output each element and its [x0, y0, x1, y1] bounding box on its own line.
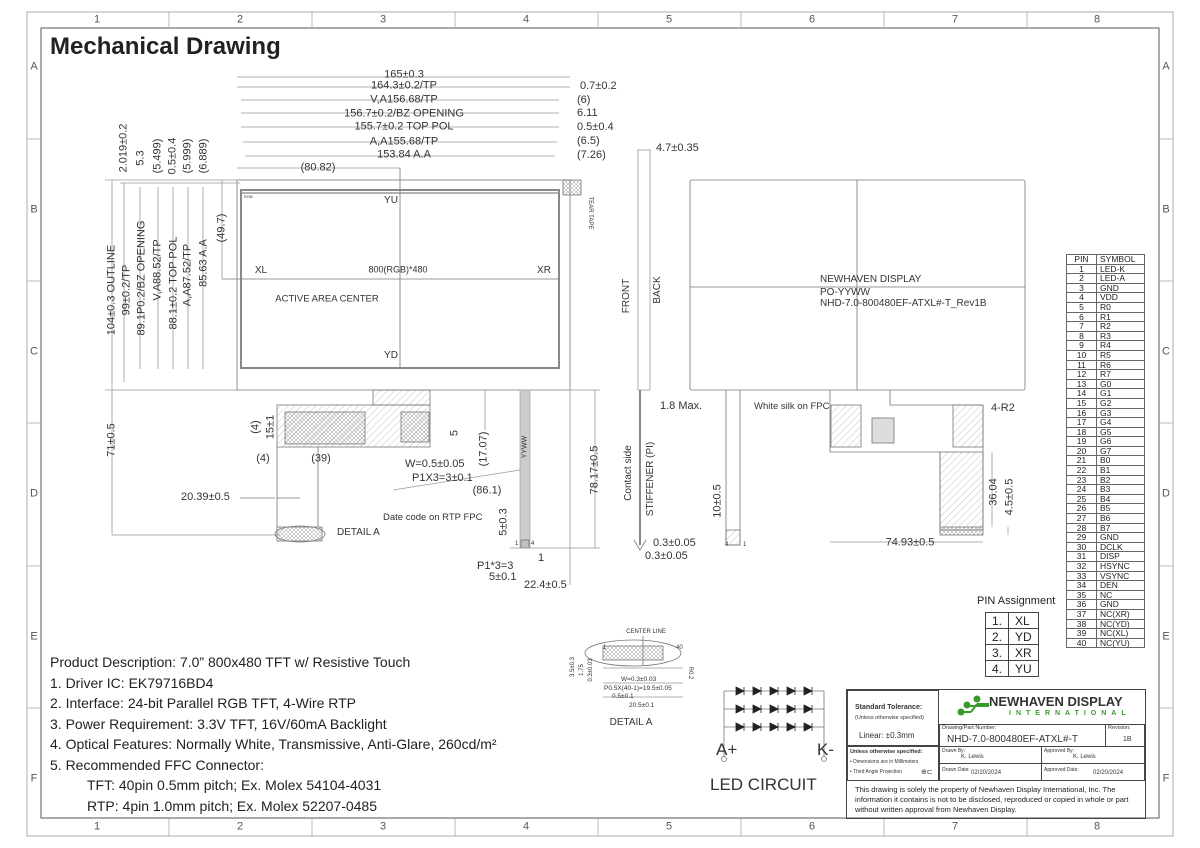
contact-side-label: Contact side	[623, 445, 634, 501]
stiffener-label: STIFFENER (PI)	[645, 441, 656, 517]
dim-label: 6.11	[577, 107, 598, 119]
tolerance-linear: Linear: ±0.3mm	[859, 731, 915, 740]
dim-label: 1	[538, 552, 545, 564]
pin-number: 34	[1067, 581, 1097, 591]
pin-row	[1067, 629, 1145, 639]
grid-row-label: A	[30, 60, 38, 73]
tear-tape-label: TEAR TAPE	[587, 196, 593, 230]
pin-row	[1067, 274, 1145, 284]
pin-number: 8	[1067, 331, 1097, 341]
pin-mark: 1	[603, 645, 607, 651]
detail-a-title: DETAIL A	[609, 717, 653, 728]
pin-symbol: GND	[1097, 283, 1145, 293]
led-diode-icon	[753, 705, 761, 713]
pin-symbol: G3	[1097, 408, 1145, 418]
approved-by: K. Lewis	[1073, 754, 1096, 760]
pin-symbol: R3	[1097, 331, 1145, 341]
date-code-note: Date code on RTP FPC	[383, 512, 483, 523]
anode-label: A+	[716, 740, 738, 759]
dim-label: 71±0.5	[105, 423, 118, 457]
pin-row	[1067, 389, 1145, 399]
pin-symbol: HSYNC	[1097, 562, 1145, 572]
grid-column-label: 5	[665, 13, 673, 26]
white-silk-note: White silk on FPC	[754, 401, 830, 412]
pin-number: 23	[1067, 475, 1097, 485]
led-diode-icon	[770, 705, 778, 713]
led-diode-icon	[804, 723, 812, 731]
tolerance-sub: (Unless otherwise specified)	[855, 715, 924, 721]
dim-label: 20.5±0.1	[629, 702, 655, 709]
newhaven-logo-icon	[955, 695, 989, 717]
pin-assignment-signal: XR	[1009, 645, 1039, 661]
pin-row	[1067, 350, 1145, 360]
led-diode-icon	[753, 723, 761, 731]
grid-row-label: E	[1162, 630, 1170, 643]
yu-label: YU	[384, 195, 398, 206]
pin-symbol: G7	[1097, 446, 1145, 456]
dim-label: 164.3±0.2/TP	[371, 79, 437, 92]
title-block	[846, 689, 1146, 819]
dim-label: 1.8 Max.	[660, 400, 703, 412]
pin-assignment-number: 4.	[986, 661, 1009, 677]
detail-a-callout: DETAIL A	[337, 527, 380, 538]
dim-label: 0.5±0.4	[166, 137, 179, 175]
grid-row-label: C	[30, 345, 38, 358]
pin-assignment-row	[986, 629, 1039, 645]
description-line: 3. Power Requirement: 3.3V TFT, 16V/60mA Backlight	[50, 715, 387, 732]
dim-label: 15±1	[264, 414, 277, 440]
grid-column-label: 8	[1093, 820, 1101, 833]
grid-column-label: 1	[93, 13, 101, 26]
pin-assignment-signal: YD	[1009, 629, 1039, 645]
back-label-line: PO-YYWW	[820, 287, 870, 298]
pin-symbol: DISP	[1097, 552, 1145, 562]
pin-symbol: NC(XR)	[1097, 609, 1145, 619]
third-angle-projection-icon: ⊕⊏	[921, 769, 933, 776]
pin-row	[1067, 341, 1145, 351]
grid-column-label: 1	[93, 820, 101, 833]
approved-date-label: Approved Date:	[1044, 767, 1079, 773]
pin-row	[1067, 466, 1145, 476]
dim-label: 1.75	[579, 664, 585, 676]
grid-column-label: 4	[522, 13, 530, 26]
dim-label: 2.019±0.2	[117, 123, 130, 173]
description-line: TFT: 40pin 0.5mm pitch; Ex. Molex 54104-4031	[87, 777, 382, 793]
pin-symbol: VDD	[1097, 293, 1145, 303]
grid-column-label: 7	[951, 820, 959, 833]
dim-label: 4.5±0.5	[1003, 478, 1016, 516]
pin-number: 13	[1067, 379, 1097, 389]
pin-symbol: G5	[1097, 427, 1145, 437]
page-title: Mechanical Drawing	[50, 33, 281, 60]
pin-number: 14	[1067, 389, 1097, 399]
pin-number: 9	[1067, 341, 1097, 351]
product-description	[50, 652, 497, 816]
pin-symbol: DCLK	[1097, 542, 1145, 552]
grid-row-label: F	[1162, 772, 1170, 785]
dim-label: A,A155.68/TP	[369, 135, 439, 148]
unless-projection: • Third Angle Projection	[850, 769, 902, 775]
pin-symbol: B7	[1097, 523, 1145, 533]
led-diode-icon	[787, 705, 795, 713]
pin-symbol: B1	[1097, 466, 1145, 476]
drawn-date-label: Drawn Date:	[942, 767, 970, 773]
pin-number: 4	[1067, 293, 1097, 303]
pin-number: 20	[1067, 446, 1097, 456]
dim-label: 78.17±0.5	[588, 445, 601, 495]
led-diode-icon	[770, 687, 778, 695]
dim-label: V,A88.52/TP	[151, 239, 164, 301]
front-label: FRONT	[621, 278, 632, 314]
pin-mark: 4	[531, 541, 535, 547]
pin-symbol: R7	[1097, 370, 1145, 380]
grid-column-label: 3	[379, 820, 387, 833]
property-notice: This drawing is solely the property of Newhaven Display International, Inc. The information it contains is not to be disclosed, reproduced or copied in whole or part without written approval from Newhaven Display.	[855, 785, 1129, 814]
pin-symbol: R2	[1097, 322, 1145, 332]
dim-label: 165±0.3	[384, 68, 424, 81]
pin-number: 40	[1067, 638, 1097, 648]
pin-row	[1067, 418, 1145, 428]
pin-symbol: NC	[1097, 590, 1145, 600]
pin-number: 10	[1067, 350, 1097, 360]
pin-symbol: B4	[1097, 494, 1145, 504]
back-label-line: NHD-7.0-800480EF-ATXL#-T_Rev1B	[820, 298, 987, 309]
dim-label: (6)	[577, 94, 591, 106]
pin-row	[1067, 609, 1145, 619]
grid-column-label: 3	[379, 13, 387, 26]
pin-symbol: G2	[1097, 398, 1145, 408]
unless-dimensions: • Dimensions are in Millimeters	[850, 759, 919, 765]
unless-title: Unless otherwise specified:	[850, 749, 923, 755]
pin-number: 6	[1067, 312, 1097, 322]
dim-label: 22.4±0.5	[524, 579, 567, 591]
led-diode-icon	[736, 687, 744, 695]
dim-label: 0.3±0.03	[588, 658, 594, 682]
pin-number: 37	[1067, 609, 1097, 619]
grid-row-label: D	[30, 487, 38, 500]
pin-number: 1	[1067, 264, 1097, 274]
date-code: YYWW	[521, 435, 529, 459]
logo-main-text: NEWHAVEN DISPLAY	[989, 694, 1123, 709]
dim-label: 0.7±0.2	[580, 80, 617, 92]
dim-label: W=0.3±0.03	[621, 676, 657, 683]
grid-row-label: B	[1162, 203, 1170, 216]
pin-number: 31	[1067, 552, 1097, 562]
grid-row-label: F	[30, 772, 38, 785]
xl-label: XL	[254, 265, 268, 276]
pin-number: 16	[1067, 408, 1097, 418]
dim-label: 85.63 A.A	[197, 239, 210, 287]
pin-symbol: G6	[1097, 437, 1145, 447]
dim-label: P1X3=3±0.1	[412, 472, 473, 484]
dim-label: 0.5±0.1	[612, 693, 634, 700]
dim-label: (6.5)	[577, 135, 600, 147]
dim-label: (39)	[311, 452, 331, 465]
pin-symbol: GND	[1097, 600, 1145, 610]
pin-symbol: R1	[1097, 312, 1145, 322]
pin-assignment-signal: XL	[1009, 613, 1039, 629]
dim-label: 155.7±0.2 TOP POL	[354, 120, 454, 133]
pin-header: PIN	[1067, 255, 1097, 265]
dim-label: P0.5X(40-1)=19.5±0.05	[604, 685, 672, 692]
description-line: 5. Recommended FFC Connector:	[50, 756, 264, 773]
pin-symbol: R5	[1097, 350, 1145, 360]
pin-assignment-table	[985, 612, 1039, 677]
pin-row	[1067, 533, 1145, 543]
resolution-label: 800(RGB)*480	[368, 264, 428, 275]
pin-number: 38	[1067, 619, 1097, 629]
grid-row-label: E	[30, 630, 38, 643]
pin-symbol: DEN	[1097, 581, 1145, 591]
pin-symbol: LED-K	[1097, 264, 1145, 274]
grid-column-label: 6	[808, 820, 816, 833]
pin-number: 15	[1067, 398, 1097, 408]
dim-label: 5±0.1	[489, 571, 517, 583]
dim-label: 89.1P0.2/BZ OPENING	[135, 220, 148, 336]
dim-label: 36.04	[987, 478, 1000, 506]
dim-label: 5.3	[134, 150, 147, 166]
grid-row-label: D	[1162, 487, 1170, 500]
dim-label: 10±0.5	[711, 484, 724, 518]
led-diode-icon	[787, 687, 795, 695]
rgb-mark: RGB	[244, 194, 253, 199]
dim-label: 0.3±0.05	[653, 537, 696, 549]
pin-number: 30	[1067, 542, 1097, 552]
pin-symbol: B5	[1097, 504, 1145, 514]
pin-row	[1067, 562, 1145, 572]
grid-column-label: 2	[236, 13, 244, 26]
pin-number: 21	[1067, 456, 1097, 466]
pin-row	[1067, 302, 1145, 312]
pin-mark: 4	[725, 542, 729, 548]
dim-label: P1*3=3	[477, 560, 514, 572]
pin-number: 3	[1067, 283, 1097, 293]
grid-row-label: A	[1162, 60, 1170, 73]
yd-label: YD	[384, 350, 398, 361]
led-diode-icon	[770, 723, 778, 731]
symbol-header: SYMBOL	[1097, 255, 1145, 265]
dim-label: (4)	[256, 452, 270, 465]
pin-row	[1067, 398, 1145, 408]
led-diode-icon	[736, 723, 744, 731]
tolerance-title: Standard Tolerance:	[855, 704, 923, 711]
pin-number: 17	[1067, 418, 1097, 428]
pin-symbol: R4	[1097, 341, 1145, 351]
pin-assignment-row	[986, 645, 1039, 661]
drawn-date: 02/20/2024	[971, 770, 1002, 776]
dim-label: 0.5±0.4	[577, 121, 614, 133]
pin-number: 7	[1067, 322, 1097, 332]
pin-assignment-number: 1.	[986, 613, 1009, 629]
pin-number: 18	[1067, 427, 1097, 437]
pin-number: 22	[1067, 466, 1097, 476]
pin-symbol: G1	[1097, 389, 1145, 399]
pin-symbol: NC(YU)	[1097, 638, 1145, 648]
pin-symbol: B0	[1097, 456, 1145, 466]
part-number-label: Drawing/Part Number:	[942, 725, 997, 731]
led-diode-icon	[804, 687, 812, 695]
description-line: Product Description: 7.0” 800x480 TFT w/ Resistive Touch	[50, 654, 411, 670]
pin-symbol: VSYNC	[1097, 571, 1145, 581]
dim-label: 88.1±0.2 TOP POL	[167, 236, 180, 330]
led-diode-icon	[753, 687, 761, 695]
pin-number: 39	[1067, 629, 1097, 639]
dim-label: (6.889)	[197, 138, 210, 174]
dim-label: (4)	[249, 420, 262, 434]
pin-number: 5	[1067, 302, 1097, 312]
pin-row	[1067, 638, 1145, 648]
approved-date: 02/20/2024	[1093, 770, 1124, 776]
pin-number: 11	[1067, 360, 1097, 370]
pin-assignment-number: 2.	[986, 629, 1009, 645]
logo-sub-text: INTERNATIONAL	[1009, 710, 1131, 717]
grid-column-label: 2	[236, 820, 244, 833]
dim-label: 5	[448, 429, 461, 437]
dim-label: R0.2	[687, 666, 693, 680]
pin-assignment-row	[986, 613, 1039, 629]
grid-column-label: 7	[951, 13, 959, 26]
grid-row-label: B	[30, 203, 38, 216]
cathode-label: K-	[817, 740, 834, 759]
pin-symbol: NC(XL)	[1097, 629, 1145, 639]
dim-label: A,A87.52/TP	[181, 243, 194, 307]
pin-number: 28	[1067, 523, 1097, 533]
dim-label: (17.07)	[477, 431, 490, 467]
dim-label: (5.999)	[181, 138, 194, 174]
pin-number: 27	[1067, 514, 1097, 524]
pin-number: 2	[1067, 274, 1097, 284]
part-number: NHD-7.0-800480EF-ATXL#-T	[947, 734, 1078, 745]
led-diode-icon	[787, 723, 795, 731]
pin-number: 26	[1067, 504, 1097, 514]
grid-column-label: 5	[665, 820, 673, 833]
dim-label: 74.93±0.5	[885, 536, 935, 549]
grid-column-label: 6	[808, 13, 816, 26]
pin-mark: 1	[743, 542, 747, 548]
pin-number: 25	[1067, 494, 1097, 504]
pin-assignment-signal: YU	[1009, 661, 1039, 677]
dim-label: 99±0.2/TP	[120, 264, 133, 316]
pin-mark: 1	[515, 541, 519, 547]
pin-mark: 40	[676, 645, 683, 651]
dim-label: V,A156.68/TP	[370, 93, 438, 106]
pin-symbol: GND	[1097, 533, 1145, 543]
dim-label: 104±0.3 OUTLINE	[105, 244, 118, 336]
active-area-center-label: ACTIVE AREA CENTER	[275, 293, 379, 305]
description-line: 4. Optical Features: Normally White, Transmissive, Anti-Glare, 260cd/m²	[50, 736, 497, 752]
dim-label: 3.5±0.3	[570, 657, 576, 677]
pin-symbol: R0	[1097, 302, 1145, 312]
dim-label: 153.84 A.A	[377, 148, 431, 161]
pin-row	[1067, 581, 1145, 591]
dim-label: (7.26)	[577, 149, 606, 161]
pin-symbol: B6	[1097, 514, 1145, 524]
dim-label: 4-R2	[991, 402, 1015, 414]
dim-label: 4.7±0.35	[656, 142, 699, 154]
description-line: RTP: 4pin 1.0mm pitch; Ex. Molex 52207-0485	[87, 797, 378, 814]
pin-number: 32	[1067, 562, 1097, 572]
led-diode-icon	[804, 705, 812, 713]
pin-number: 24	[1067, 485, 1097, 495]
grid-column-label: 4	[522, 820, 530, 833]
grid-column-label: 8	[1093, 13, 1101, 26]
dim-label: 20.39±0.5	[181, 491, 230, 503]
pin-number: 35	[1067, 590, 1097, 600]
pin-symbol: G0	[1097, 379, 1145, 389]
pin-symbol: NC(YD)	[1097, 619, 1145, 629]
pin-row	[1067, 437, 1145, 447]
dim-label: 0.3±0.05	[645, 550, 688, 562]
pin-symbol: LED-A	[1097, 274, 1145, 284]
pin-number: 12	[1067, 370, 1097, 380]
description-line: 1. Driver IC: EK79716BD4	[50, 674, 214, 691]
pin-row	[1067, 485, 1145, 495]
xr-label: XR	[537, 265, 551, 276]
pin-symbol: G4	[1097, 418, 1145, 428]
dim-label: (49.7)	[215, 213, 228, 243]
pin-table	[1066, 254, 1145, 648]
pin-row	[1067, 370, 1145, 380]
dim-label: (86.1)	[472, 484, 502, 497]
led-diode-icon	[736, 705, 744, 713]
pin-symbol: B2	[1097, 475, 1145, 485]
dim-label: 156.7±0.2/BZ OPENING	[344, 107, 464, 120]
pin-row	[1067, 322, 1145, 332]
revision: 1B	[1123, 736, 1132, 743]
dim-label: (5.499)	[151, 138, 164, 174]
pin-row	[1067, 514, 1145, 524]
back-label: BACK	[652, 276, 663, 304]
pin-assignment-title: PIN Assignment	[977, 595, 1056, 607]
center-line-label: CENTER LINE	[626, 629, 666, 635]
drawn-by: K. Lewis	[961, 754, 984, 760]
description-line: 2. Interface: 24-bit Parallel RGB TFT, 4-Wire RTP	[50, 695, 357, 711]
pin-symbol: R6	[1097, 360, 1145, 370]
approved-by-label: Approved By:	[1044, 748, 1075, 754]
pin-number: 29	[1067, 533, 1097, 543]
led-circuit-title: LED CIRCUIT	[710, 775, 817, 794]
drawn-by-label: Drawn By:	[942, 748, 966, 754]
pin-assignment-number: 3.	[986, 645, 1009, 661]
pin-number: 33	[1067, 571, 1097, 581]
dim-label: (80.82)	[300, 161, 336, 174]
dim-label: 5±0.3	[497, 508, 510, 536]
pin-assignment-row	[986, 661, 1039, 677]
revision-label: Revision:	[1108, 725, 1131, 731]
pin-symbol: B3	[1097, 485, 1145, 495]
dim-label: W=0.5±0.05	[405, 458, 465, 470]
pin-number: 36	[1067, 600, 1097, 610]
grid-row-label: C	[1162, 345, 1170, 358]
pin-number: 19	[1067, 437, 1097, 447]
back-label-line: NEWHAVEN DISPLAY	[820, 274, 922, 285]
